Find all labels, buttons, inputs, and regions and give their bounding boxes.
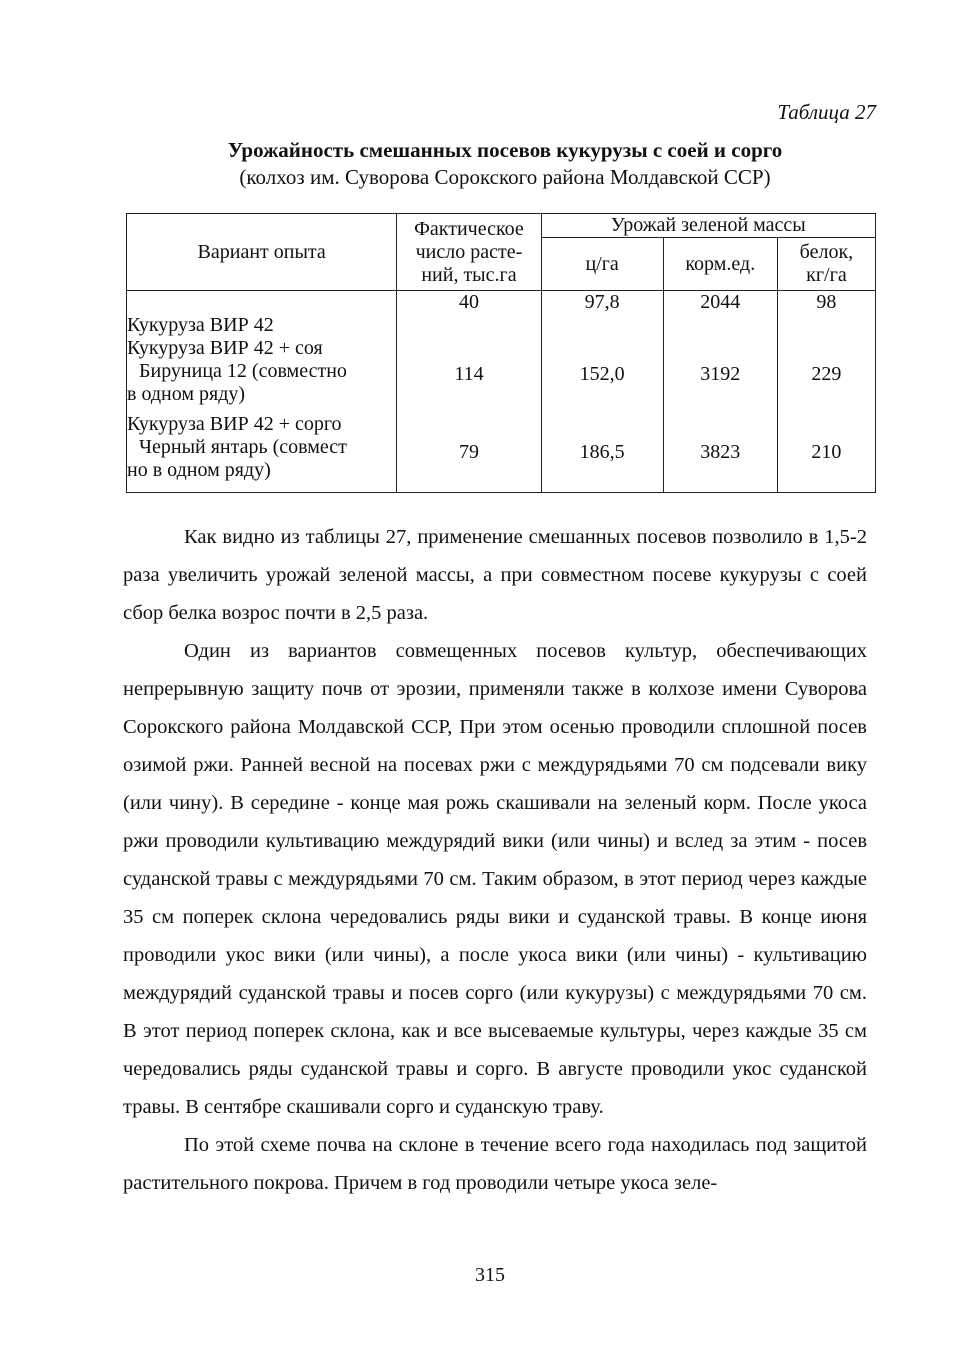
variant-line: Бируница 12 (совместно xyxy=(139,359,347,382)
variant-line: Черный янтарь (совмест xyxy=(139,435,347,458)
header-variant: Вариант опыта xyxy=(127,214,397,291)
row-feed-units: 3823 xyxy=(663,413,777,493)
row-plant-count: 79 xyxy=(397,413,541,493)
row-plant-count: 114 xyxy=(397,337,541,413)
variant-line: но в одном ряду) xyxy=(127,458,271,481)
header-plant-count xyxy=(397,214,541,291)
header-cwt-per-ha: ц/га xyxy=(541,238,663,291)
row-cwt-per-ha: 152,0 xyxy=(541,337,663,413)
table-row xyxy=(127,291,876,337)
header-plant-count-line: ний, тыс.га xyxy=(421,263,517,286)
paragraph: Как видно из таблицы 27, применение смешанных посевов позволило в 1,5-2 раза увеличить урожай зеленой массы, а при совместном посеве кукурузы с соей сбор белка возрос почти в 2,5 раза. xyxy=(123,526,867,624)
table-title: Урожайность смешанных посевов кукурузы с соей и сорго xyxy=(227,138,783,162)
row-cwt-per-ha: 186,5 xyxy=(541,413,663,493)
variant-line: в одном ряду) xyxy=(127,382,246,405)
row-variant-cell xyxy=(127,413,397,493)
paragraph: По этой схеме почва на склоне в течение всего года находилась под защитой растительного покрова. Причем в год проводили четыре укоса зеле- xyxy=(123,1134,867,1194)
row-protein: 210 xyxy=(777,413,875,493)
header-feed-units: корм.ед. xyxy=(663,238,777,291)
variant-line: Кукуруза ВИР 42 xyxy=(127,313,274,336)
header-plant-count-line: Фактическое xyxy=(414,217,524,240)
variant-line: Кукуруза ВИР 42 + сорго xyxy=(127,412,342,435)
header-protein-line: кг/га xyxy=(806,264,847,286)
row-variant-cell xyxy=(127,291,397,337)
row-variant-cell xyxy=(127,337,397,413)
variant-line: Кукуруза ВИР 42 + соя xyxy=(127,336,323,359)
row-cwt-per-ha: 97,8 xyxy=(541,291,663,337)
table-number-label: Таблица 27 xyxy=(777,100,876,124)
row-feed-units: 2044 xyxy=(663,291,777,337)
table-row xyxy=(127,337,876,413)
header-protein-line: белок, xyxy=(799,241,854,263)
row-feed-units: 3192 xyxy=(663,337,777,413)
page-number: 315 xyxy=(475,1264,505,1286)
header-protein xyxy=(777,238,875,291)
paragraph: Один из вариантов совмещенных посевов культур, обеспечивающих непрерывную защиту почв от эрозии, применяли также в колхозе имени Суворова Сорокского района Молдавской ССР, При этом осенью проводили сплошной посев озимой ржи. Ранней весной на посевах ржи с междурядьями 70 см подсевали вику (или чину). В середине - конце мая рожь скашивали на зеленый корм. После укоса ржи проводили культивацию междурядий вики (или чины) и вслед за этим - посев суданской травы с междурядьями 70 см. Таким образом, в этот период через каждые 35 см поперек склона чередовались ряды вики и суданской травы. В конце июня проводили укос вики (или чины), а после укоса вики (или чины) - культивацию междурядий суданской травы и посев сорго (или кукурузы) с междурядьями 70 см. В этот период поперек склона, как и все высеваемые культуры, через каждые 35 см чередовались ряды суданской травы и сорго. В августе проводили укос суданской травы. В сентябре скашивали сорго и суданскую траву. xyxy=(123,640,867,1118)
header-plant-count-line: число расте- xyxy=(415,240,523,263)
yield-table xyxy=(126,213,876,493)
table-row xyxy=(127,413,876,493)
table-subtitle: (колхоз им. Суворова Сорокского района Молдавской ССР) xyxy=(239,165,771,189)
row-protein: 98 xyxy=(777,291,875,337)
body-text xyxy=(123,518,867,1202)
row-plant-count: 40 xyxy=(397,291,541,337)
row-protein: 229 xyxy=(777,337,875,413)
header-green-mass-yield: Урожай зеленой массы xyxy=(541,214,875,238)
